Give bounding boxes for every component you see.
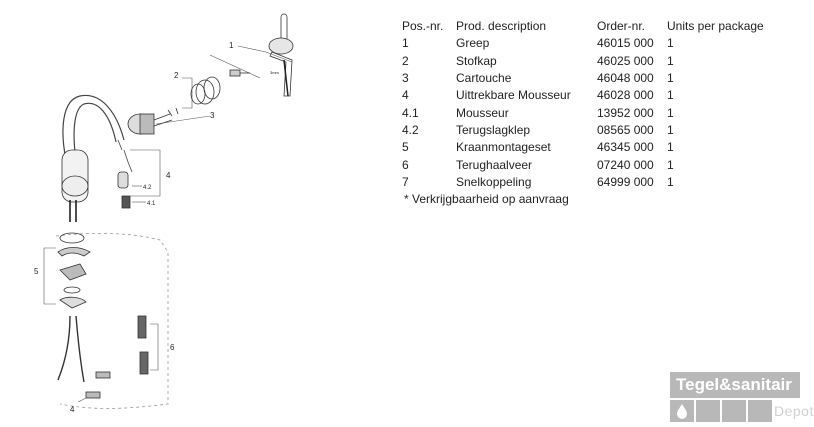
cell-units: 1 [667, 53, 674, 68]
label-6: 6 [170, 343, 175, 352]
cell-pos: 2 [402, 53, 409, 68]
screw-part [230, 70, 250, 76]
table-row [402, 35, 777, 52]
label-3: 3 [210, 111, 215, 120]
table-row [402, 139, 777, 156]
table-row [402, 174, 777, 191]
label-4-1: 4.1 [147, 201, 156, 207]
cell-description: Stofkap [456, 53, 497, 68]
logo-tile-icon [696, 400, 720, 422]
header-order-number: Order-nr. [597, 19, 646, 34]
header-pos: Pos.-nr. [402, 19, 444, 34]
return-spring-part [138, 316, 148, 374]
cell-order-number: 46028 000 [597, 88, 654, 103]
label-1: 1 [229, 41, 234, 50]
cell-description: Kraanmontageset [456, 140, 551, 155]
cell-units: 1 [667, 105, 674, 120]
logo-tile-icon [748, 400, 772, 422]
label-2: 2 [174, 71, 179, 80]
label-4: 4 [166, 171, 171, 180]
header-units: Units per package [667, 19, 764, 34]
table-row [402, 70, 777, 87]
cell-units: 1 [667, 140, 674, 155]
cell-order-number: 64999 000 [597, 174, 654, 189]
table-row [402, 122, 777, 139]
cell-units: 1 [667, 36, 674, 51]
parts-table [402, 18, 777, 191]
mounting-set-part [58, 233, 90, 308]
cell-pos: 6 [402, 157, 409, 172]
header-description: Prod. description [456, 19, 547, 34]
cell-order-number: 46015 000 [597, 36, 654, 51]
cell-pos: 4.1 [402, 105, 419, 120]
cell-pos: 3 [402, 71, 409, 86]
cell-order-number: 08565 000 [597, 122, 654, 137]
table-row [402, 104, 777, 121]
table-row [402, 53, 777, 70]
label-tiny-dimension: 3mm [270, 70, 279, 75]
cell-description: Terugslagklep [456, 122, 531, 137]
label-5: 5 [34, 267, 39, 276]
exploded-parts-diagram [0, 0, 400, 424]
cell-units: 1 [667, 122, 674, 137]
cell-order-number: 46025 000 [597, 53, 654, 68]
cell-pos: 5 [402, 140, 409, 155]
cell-description: Snelkoppeling [456, 174, 532, 189]
cell-pos: 1 [402, 36, 409, 51]
table-header-row [402, 18, 777, 35]
cell-order-number: 07240 000 [597, 157, 654, 172]
logo-title: Tegel&sanitair [670, 372, 800, 398]
hose-part [58, 316, 110, 398]
label-4-bottom: 4 [70, 405, 75, 414]
label-4-2: 4.2 [143, 185, 152, 191]
availability-footnote: * Verkrijgbaarheid op aanvraag [404, 192, 569, 206]
logo-tile-icon [722, 400, 746, 422]
cell-units: 1 [667, 157, 674, 172]
cell-pos: 4 [402, 88, 409, 103]
cell-pos: 4.2 [402, 122, 419, 137]
cell-pos: 7 [402, 174, 409, 189]
cell-units: 1 [667, 71, 674, 86]
cell-description: Mousseur [456, 105, 509, 120]
cartridge-part [128, 108, 178, 134]
cell-description: Uittrekbare Mousseur [456, 88, 571, 103]
cell-units: 1 [667, 174, 674, 189]
cell-description: Cartouche [456, 71, 512, 86]
water-drop-icon [670, 400, 694, 422]
cell-order-number: 13952 000 [597, 105, 654, 120]
table-row [402, 156, 777, 173]
faucet-body [62, 95, 132, 222]
brand-logo [670, 372, 814, 424]
handle-part [269, 14, 293, 96]
cell-order-number: 46048 000 [597, 71, 654, 86]
cell-order-number: 46345 000 [597, 140, 654, 155]
stofkap-part [191, 77, 220, 104]
mousseur-part [118, 172, 130, 208]
cell-description: Terughaalveer [456, 157, 533, 172]
cell-units: 1 [667, 88, 674, 103]
table-row [402, 87, 777, 104]
logo-subtitle: Depot [774, 403, 814, 419]
cell-description: Greep [456, 36, 490, 51]
